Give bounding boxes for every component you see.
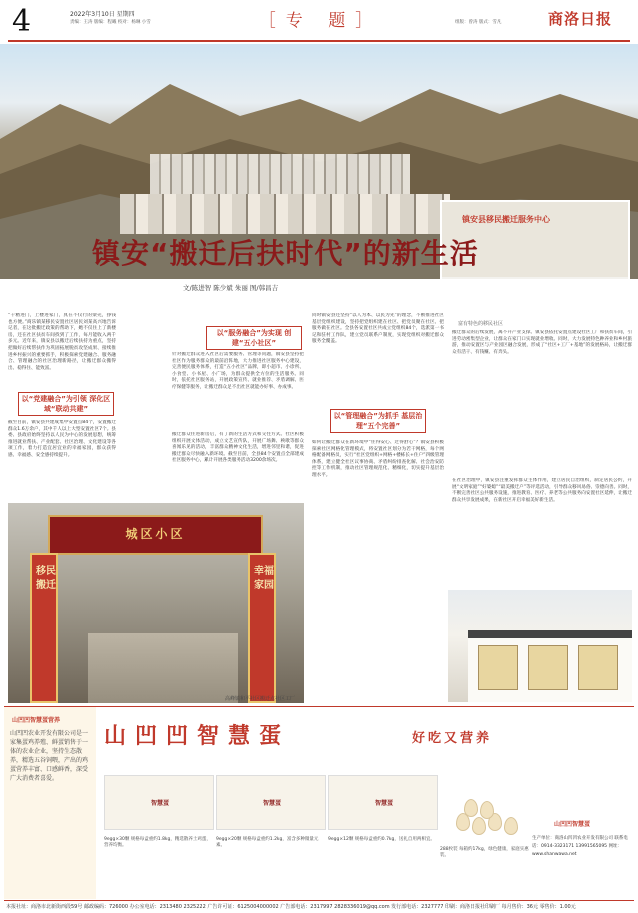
gate-road — [88, 633, 238, 703]
egg-gift-box-3 — [328, 775, 438, 830]
subheading-governance: 以“管理融合”为抓手 基层治理“五个完善” — [330, 409, 426, 433]
subheading-party-building: 以“党建融合”为引领 深化区域“联动共建” — [18, 392, 114, 416]
egg-box-label: 智慧蛋 — [374, 800, 393, 807]
newspaper-masthead: 商洛日报 — [548, 10, 613, 28]
pillar-left-text: 移民搬迁 — [36, 566, 56, 591]
ad-contact-info: 生产单位：商洛山凹凹农业开发有限公司 联系电话：0914-3323171 13991565095 网址：www.shanwawa.net — [532, 836, 628, 857]
resettlement-buildings-lower — [120, 194, 450, 234]
article-column-1b: 截至目前，镇安县共建成集中安置点84个，安置搬迁群众1.6万余户，其中千人以上大型安置社区7个。县委、县政府始终坚持以人民为中心的发展思想，统筹推进就业帮扶、产业配套、社区治理、文化建设等各项工作，着力打造宜居宜业的幸福家园，群众获得感、幸福感、安全感持续提升。 — [8, 420, 116, 458]
egg-box-description: 9egg×20颗 规格每盒重约1.2kg，富含多种微量元素。 — [216, 837, 319, 848]
egg-box-description: 9egg×12颗 规格每盒重约0.7kg，送礼自用两相宜。 — [328, 837, 435, 842]
community-gate-photo — [8, 503, 304, 703]
gate-sign: 城区小区 — [125, 527, 186, 541]
article-column-4: 搬迁群众的后续发展，离不开产业支撑。镇安县依托安置点建设社区工厂和扶贫车间，引进劳动密集型企业，让群众在家门口实现就业增收。同时，大力发展特色种养业和乡村旅游，推动安置区与产业园区融合发展，形成了“社区+工厂+基地”的发展格局，让搬迁群众有活干、有钱赚、有奔头。 — [452, 330, 632, 355]
egg-pile-illustration — [452, 773, 528, 841]
article-byline: 文/陈进智 陈少斌 朱丽 图/韩昌吉 — [183, 284, 279, 292]
mural-wall-photo — [448, 590, 632, 702]
egg-box-description: 288枚装 每箱约17kg，绿色健康，家庭实惠装。 — [440, 847, 529, 858]
ad-title: 山凹凹智慧蛋 — [104, 724, 291, 749]
service-center-sign: 镇安县移民搬迁服务中心 — [462, 215, 550, 224]
gate-pillar-right — [248, 553, 276, 703]
newspaper-footer: 本报社址：商洛市北新街西段59号 邮政编码：726000 办公室电话：2313480 2325222 广告许可证：6125004000002 广告部电话：2317997 2828336019@qq.com 发行部电话：2327777 印刷：商洛日报社印刷厂 每月售价：36元 零售价：1.00元 — [6, 904, 576, 910]
subheading-service: 以“服务融合”为实现 创建“五小社区” — [206, 326, 302, 350]
egg-box-description: 9egg×30颗 规格每盒重约1.8kg，精选散养土鸡蛋，营养均衡。 — [104, 837, 211, 848]
egg-box-label: 智慧蛋 — [150, 800, 169, 807]
mural-panel-2 — [528, 645, 568, 690]
article-column-4b: 在社区治理中，镇安县注重发挥群众主体作用，建立居民自治组织，制定居民公约，开展“文明家庭”“好婆媳”“最美搬迁户”等评选活动，引导群众移风易俗、崇德向善。同时，不断完善社区公共服务设施，推进教育、医疗、养老等公共服务向安置社区延伸，让搬迁群众共享发展成果，在新社区开启幸福美好新生活。 — [452, 478, 632, 503]
mural-panel-1 — [478, 645, 518, 690]
article-column-2b: 搬迁群众住进新房后，有了新的生活方式和交往方式。社区积极组织开展文体活动，成立文艺宣传队，开展广场舞、秧歌等群众喜闻乐见的活动，丰富群众精神文化生活，增进邻里和谐，促进搬迁群众尽快融入新环境。截至目前，全县84个安置点全部建成社区服务中心，累计开展各类服务活动3200余场次。 — [172, 432, 304, 464]
gate-pillar-left — [30, 553, 58, 703]
inset-photo-caption: 富有特色的移民社区 — [458, 321, 504, 327]
egg-gift-box-1 — [104, 775, 214, 830]
section-title: ［专 题］ — [258, 11, 383, 31]
egg-advertisement — [4, 706, 634, 898]
issue-date: 2022年3月10日 星期四 — [70, 11, 135, 18]
staff-line: 责编：王涛 版编：程曦 校对：杨琳 小雪 — [70, 20, 151, 25]
ad-brand-logo: 山凹凹智慧蛋营养 — [12, 717, 61, 724]
ad-side-panel — [4, 707, 96, 899]
egg-gift-box-2 — [216, 775, 326, 830]
article-column-3b: 如何让搬迁群众在新环境中“住得安心、过得舒心”？镇安县积极探索社区网格化管理模式，将安置社区划分为若干网格，每个网格配备网格员，实行“社区党组织+网格+楼栋长+住户”四级管理体系，建立健全社区议事协商、矛盾纠纷排查化解、社会治安防控等工作机制，推动社区管理规范化、精细化，切实提升基层治理水平。 — [312, 440, 444, 478]
pillar-right-text: 幸福家园 — [254, 566, 274, 591]
ad-slogan: 好吃又营养 — [412, 731, 493, 746]
article-column-3: 同时镇安县还坚持“以人为本、以民为先”的理念，不断推进社区基层党组织建设，坚持把党组织建在社区、把党员聚在社区、把服务做在社区。全县各安置社区共成立党组织84个，选派第一书记和驻村工作队，建立党员联系户制度，实现党组织对搬迁群众服务全覆盖。 — [312, 313, 444, 345]
header-divider — [8, 40, 630, 42]
ad-company-intro: 山凹凹农业开发有限公司是一家集蛋鸡养殖、鲜蛋销售于一体的农业企业，坚持生态散养，精选五谷饲喂，产出的鸡蛋营养丰富、口感鲜香，深受广大消费者喜爱。 — [10, 730, 89, 782]
page-number: 4 — [12, 4, 32, 39]
mural-panel-3 — [578, 645, 618, 690]
article-column-1: “干精进门，上楼进家门，真在不仅行的梁壳，挣钱也方便。”商乐镇某移民安置社区居民刘某高兴地告诉记者，在这批搬迁政策的帮助下，她不仅住上了新楼房，还在社区扶贫车间找到了工作，每月能收入两千多元。近年来，镇安县以搬迁后续扶持为重点，坚持把做好后续帮扶作为巩固拓展脱贫攻坚成果、接续推进乡村振兴的重要抓手，积极探索党建融合、服务融合、管理融合的社区治理新路径，让搬迁群众搬得出、稳得住、能致富。 — [8, 313, 116, 371]
footer-divider — [4, 900, 634, 901]
layout-staff: 组版：曾涛 版式：雪凡 — [455, 20, 502, 25]
page-header — [0, 0, 638, 44]
article-title: 镇安“搬迁后扶时代”的新生活 — [92, 237, 479, 270]
article-column-2: 针对搬迁群众进入社区后需要服务、管理等问题，镇安县坚持把社区作为服务群众的最前沿阵地，大力推进社区服务中心建设，完善便民服务体系，打造“五小社区”品牌，即小超市、小诊所、小食堂、小书屋、小广场，为群众提供全方位的生活服务。同时，依托社区服务站，开展政策宣传、就业推荐、矛盾调解、医疗保健等服务，让搬迁群众足不出社区就能办好事、办成事。 — [172, 352, 304, 390]
egg-box-label: 智慧蛋 — [262, 800, 281, 807]
gate-photo-caption: 高峰镇和平社区搬迁点社区工厂 — [225, 696, 296, 702]
ad-brand-right: 山凹凹智慧蛋 — [554, 821, 591, 828]
